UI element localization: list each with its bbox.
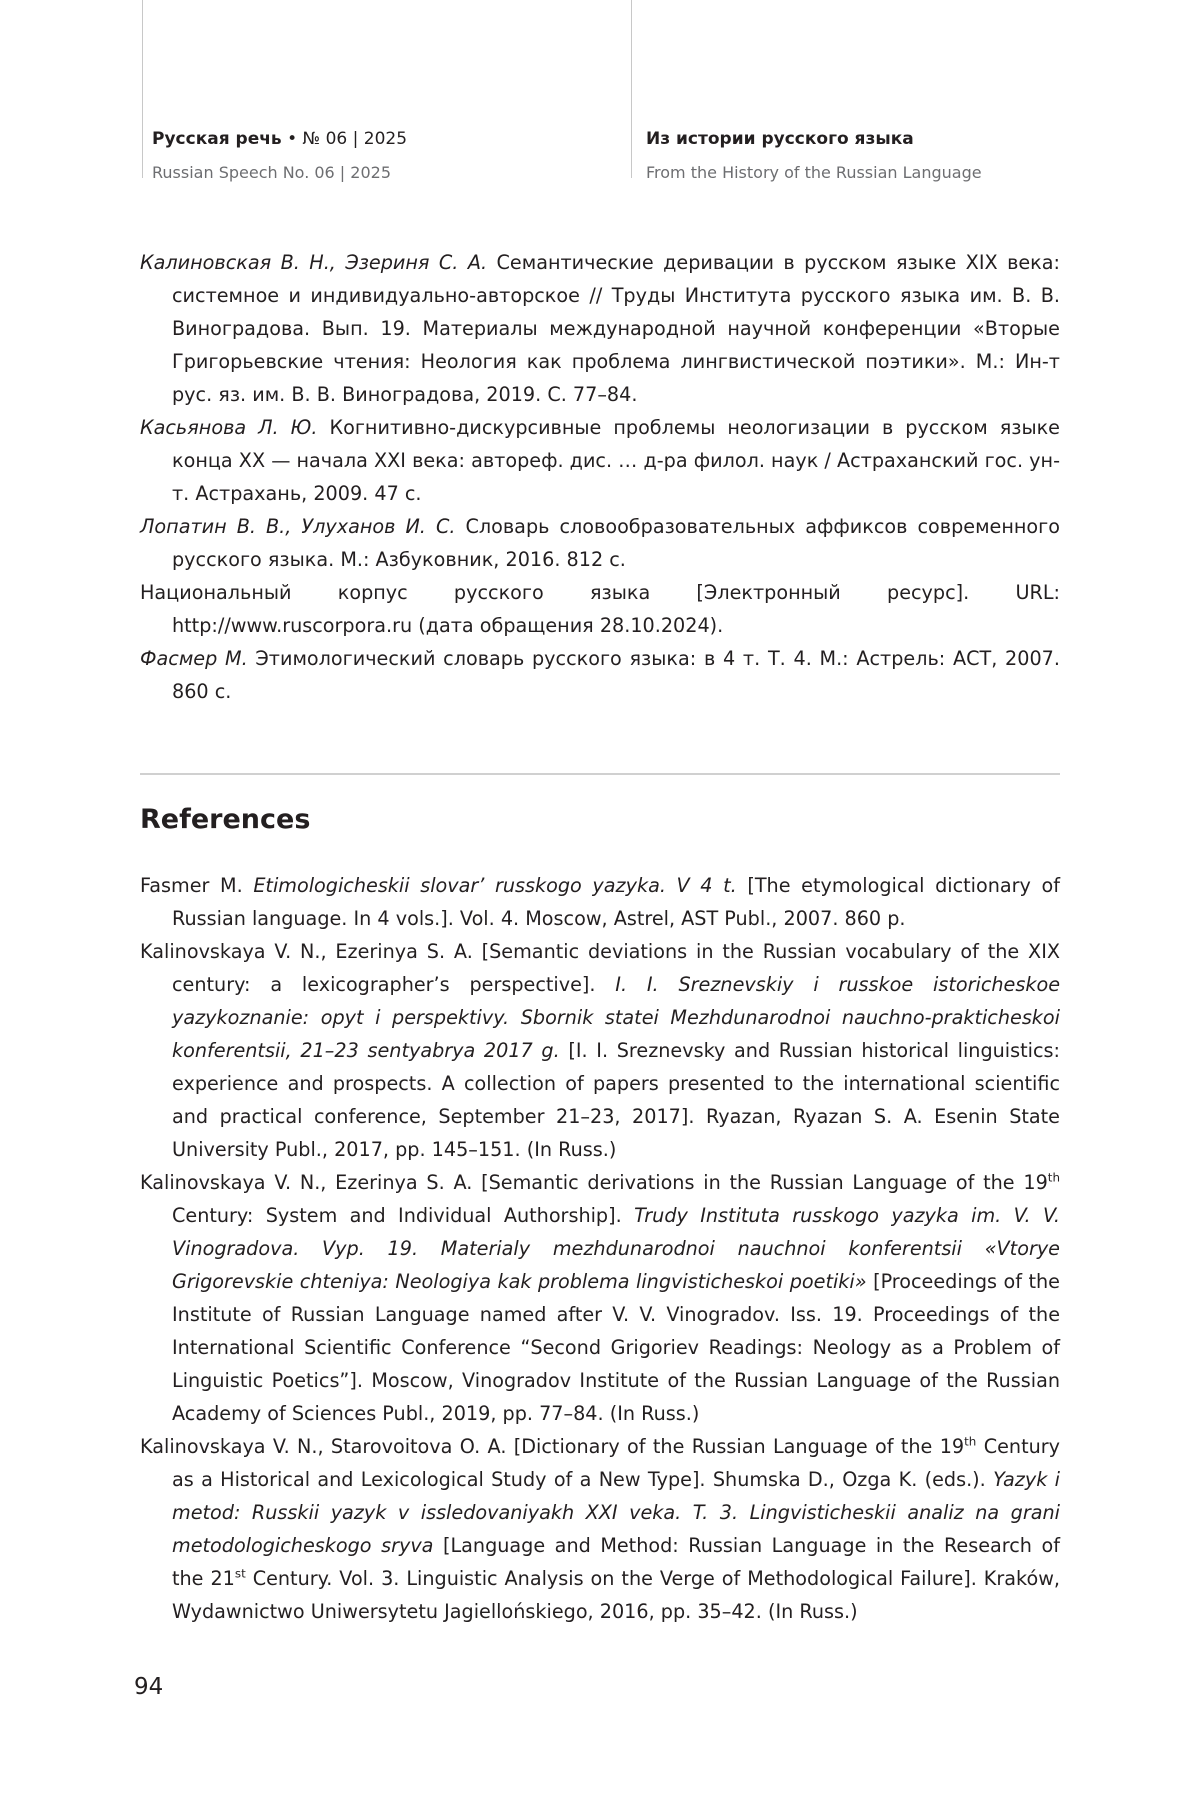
russian-reference-list [140, 246, 1060, 708]
section-title-ru: Из истории русского языка [646, 129, 914, 149]
reference-entry: Лопатин В. В., Улуханов И. С. Словарь словообразовательных аффиксов современного русского языка. М.: Азбуковник, 2016. 812 с. [140, 515, 1060, 571]
section-header [646, 122, 982, 190]
journal-header [152, 122, 407, 190]
english-reference-list [140, 869, 1060, 1628]
reference-entry: Национальный корпус русского языка [Электронный ресурс]. URL: http://www.ruscorpora.ru (дата обращения 28.10.2024). [140, 581, 1060, 637]
references-heading: References [140, 804, 311, 835]
reference-entry: Касьянова Л. Ю. Когнитивно-дискурсивные проблемы неологизации в русском языке конца XX — начала XXI века: автореф. дис. … д-ра филол. наук / Астраханский гос. ун-т. Астрахань, 2009. 47 с. [140, 416, 1060, 505]
reference-entry: Фасмер М. Этимологический словарь русского языка: в 4 т. Т. 4. М.: Астрель: АСТ, 2007. 860 с. [140, 647, 1060, 703]
journal-title-ru: Русская речь • № 06 | 2025 [152, 129, 408, 149]
reference-entry: Калиновская В. Н., Эзериня С. А. Семантические деривации в русском языке XIX века: системное и индивидуально-авторское // Труды Института русского языка им. В. В. Виноградова. Вып. 19. Материалы международной научной конференции «Вторые Григорьевские чтения: Неология как проблема лингвистической поэтики». М.: Ин-т рус. яз. им. В. В. Виноградова, 2019. С. 77–84. [140, 251, 1060, 406]
section-divider [140, 773, 1060, 775]
reference-entry: Kalinovskaya V. N., Starovoitova O. A. [Dictionary of the Russian Language of the 19th Century as a Historical and Lexicological Study of a New Type]. Shumska D., Ozga K. (eds.). Yazyk i metod: Russkii yazyk v issledovaniyakh XXI veka. T. 3. Lingvisticheskii analiz na grani metodologicheskogo sryva [Language and Method: Russian Language in the Research of the 21st Century. Vol. 3. Linguistic Analysis on the Verge of Methodological Failure]. Kraków, Wydawnictwo Uniwersytetu Jagiellońskiego, 2016, pp. 35–42. (In Russ.) [140, 1434, 1060, 1623]
reference-entry: Kalinovskaya V. N., Ezerinya S. A. [Semantic deviations in the Russian vocabulary of the XIX century: a lexicographer’s perspective]. I. I. Sreznevskiy i russkoe istoricheskoe yazykoznanie: opyt i perspektivy. Sbornik statei Mezhdunarodnoi nauchno-prakticheskoi konferentsii, 21–23 sentyabrya 2017 g. [I. I. Sreznevsky and Russian historical linguistics: experience and prospects. A collection of papers presented to the international scientific and practical conference, September 21–23, 2017]. Ryazan, Ryazan S. A. Esenin State University Publ., 2017, pp. 145–151. (In Russ.) [140, 940, 1060, 1161]
section-title-en: From the History of the Russian Language [646, 163, 982, 182]
reference-entry: Kalinovskaya V. N., Ezerinya S. A. [Semantic derivations in the Russian Language of the 19th Century: System and Individual Authorship]. Trudy Instituta russkogo yazyka im. V. V. Vinogradova. Vyp. 19. Materialy mezhdunarodnoi nauchnoi konferentsii «Vtorye Grigorevskie chteniya: Neologiya kak problema lingvisticheskoi poetiki» [Proceedings of the Institute of Russian Language named after V. V. Vinogradov. Iss. 19. Proceedings of the International Scientific Conference “Second Grigoriev Readings: Neology as a Problem of Linguistic Poetics”]. Moscow, Vinogradov Institute of the Russian Language of the Russian Academy of Sciences Publ., 2019, pp. 77–84. (In Russ.) [140, 1170, 1060, 1425]
header-divider-left [142, 0, 143, 178]
reference-entry: Fasmer M. Etimologicheskii slovar’ russkogo yazyka. V 4 t. [The etymological dictionary of Russian language. In 4 vols.]. Vol. 4. Moscow, Astrel, AST Publ., 2007. 860 p. [140, 874, 1061, 930]
journal-title-en: Russian Speech No. 06 | 2025 [152, 163, 391, 182]
page-number: 94 [134, 1674, 164, 1700]
header-divider-right [631, 0, 632, 178]
